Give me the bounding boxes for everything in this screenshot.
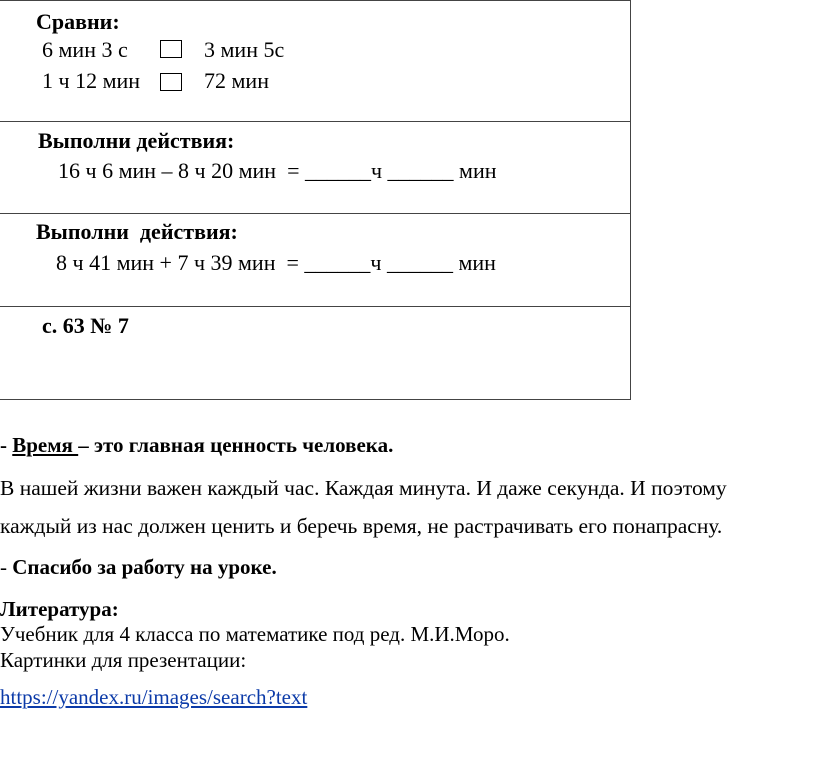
yandex-images-link[interactable]: https://yandex.ru/images/search?text — [0, 685, 308, 709]
time-quote-rest: – это главная ценность человека. — [78, 433, 394, 457]
addition-heading: Выполни действия: — [36, 219, 238, 244]
paragraph-line-1: В нашей жизни важен каждый час. Каждая минута. И даже секунда. И поэтому — [0, 476, 727, 500]
compare-line1-left: 6 мин 3 с — [42, 37, 128, 62]
textbook-ref: с. 63 № 7 — [42, 313, 129, 338]
compare-line1-right: 3 мин 5с — [204, 37, 285, 62]
compare-line2-right: 72 мин — [204, 68, 269, 93]
compare-box-1[interactable] — [160, 40, 182, 58]
literature-item-1: Учебник для 4 класса по математике под ред. М.И.Моро. — [0, 622, 510, 646]
thanks-line — [0, 554, 277, 580]
task-subtraction — [0, 122, 630, 214]
literature-heading: Литература: — [0, 597, 119, 621]
task-addition — [0, 214, 630, 307]
literature-link-line — [0, 684, 307, 710]
time-word: Время — [12, 433, 79, 457]
subtraction-heading: Выполни действия: — [38, 128, 235, 153]
dash: - — [0, 555, 13, 579]
thanks-text: Спасибо за работу на уроке. — [12, 555, 277, 579]
compare-line2-left: 1 ч 12 мин — [42, 68, 141, 93]
compare-box-2[interactable] — [160, 73, 182, 91]
tasks-table — [0, 0, 631, 400]
task-compare — [0, 0, 630, 122]
subtraction-expression: 16 ч 6 мин – 8 ч 20 мин = ______ч ______ мин — [58, 158, 497, 183]
literature-item-2: Картинки для презентации: — [0, 648, 247, 672]
time-quote — [0, 432, 393, 458]
task-textbook — [0, 307, 630, 400]
paragraph-line-2: каждый из нас должен ценить и беречь время, не растрачивать его понапрасну. — [0, 514, 723, 538]
compare-heading: Сравни: — [36, 9, 120, 34]
addition-expression: 8 ч 41 мин + 7 ч 39 мин = ______ч ______ мин — [56, 250, 496, 275]
dash: - — [0, 433, 13, 457]
